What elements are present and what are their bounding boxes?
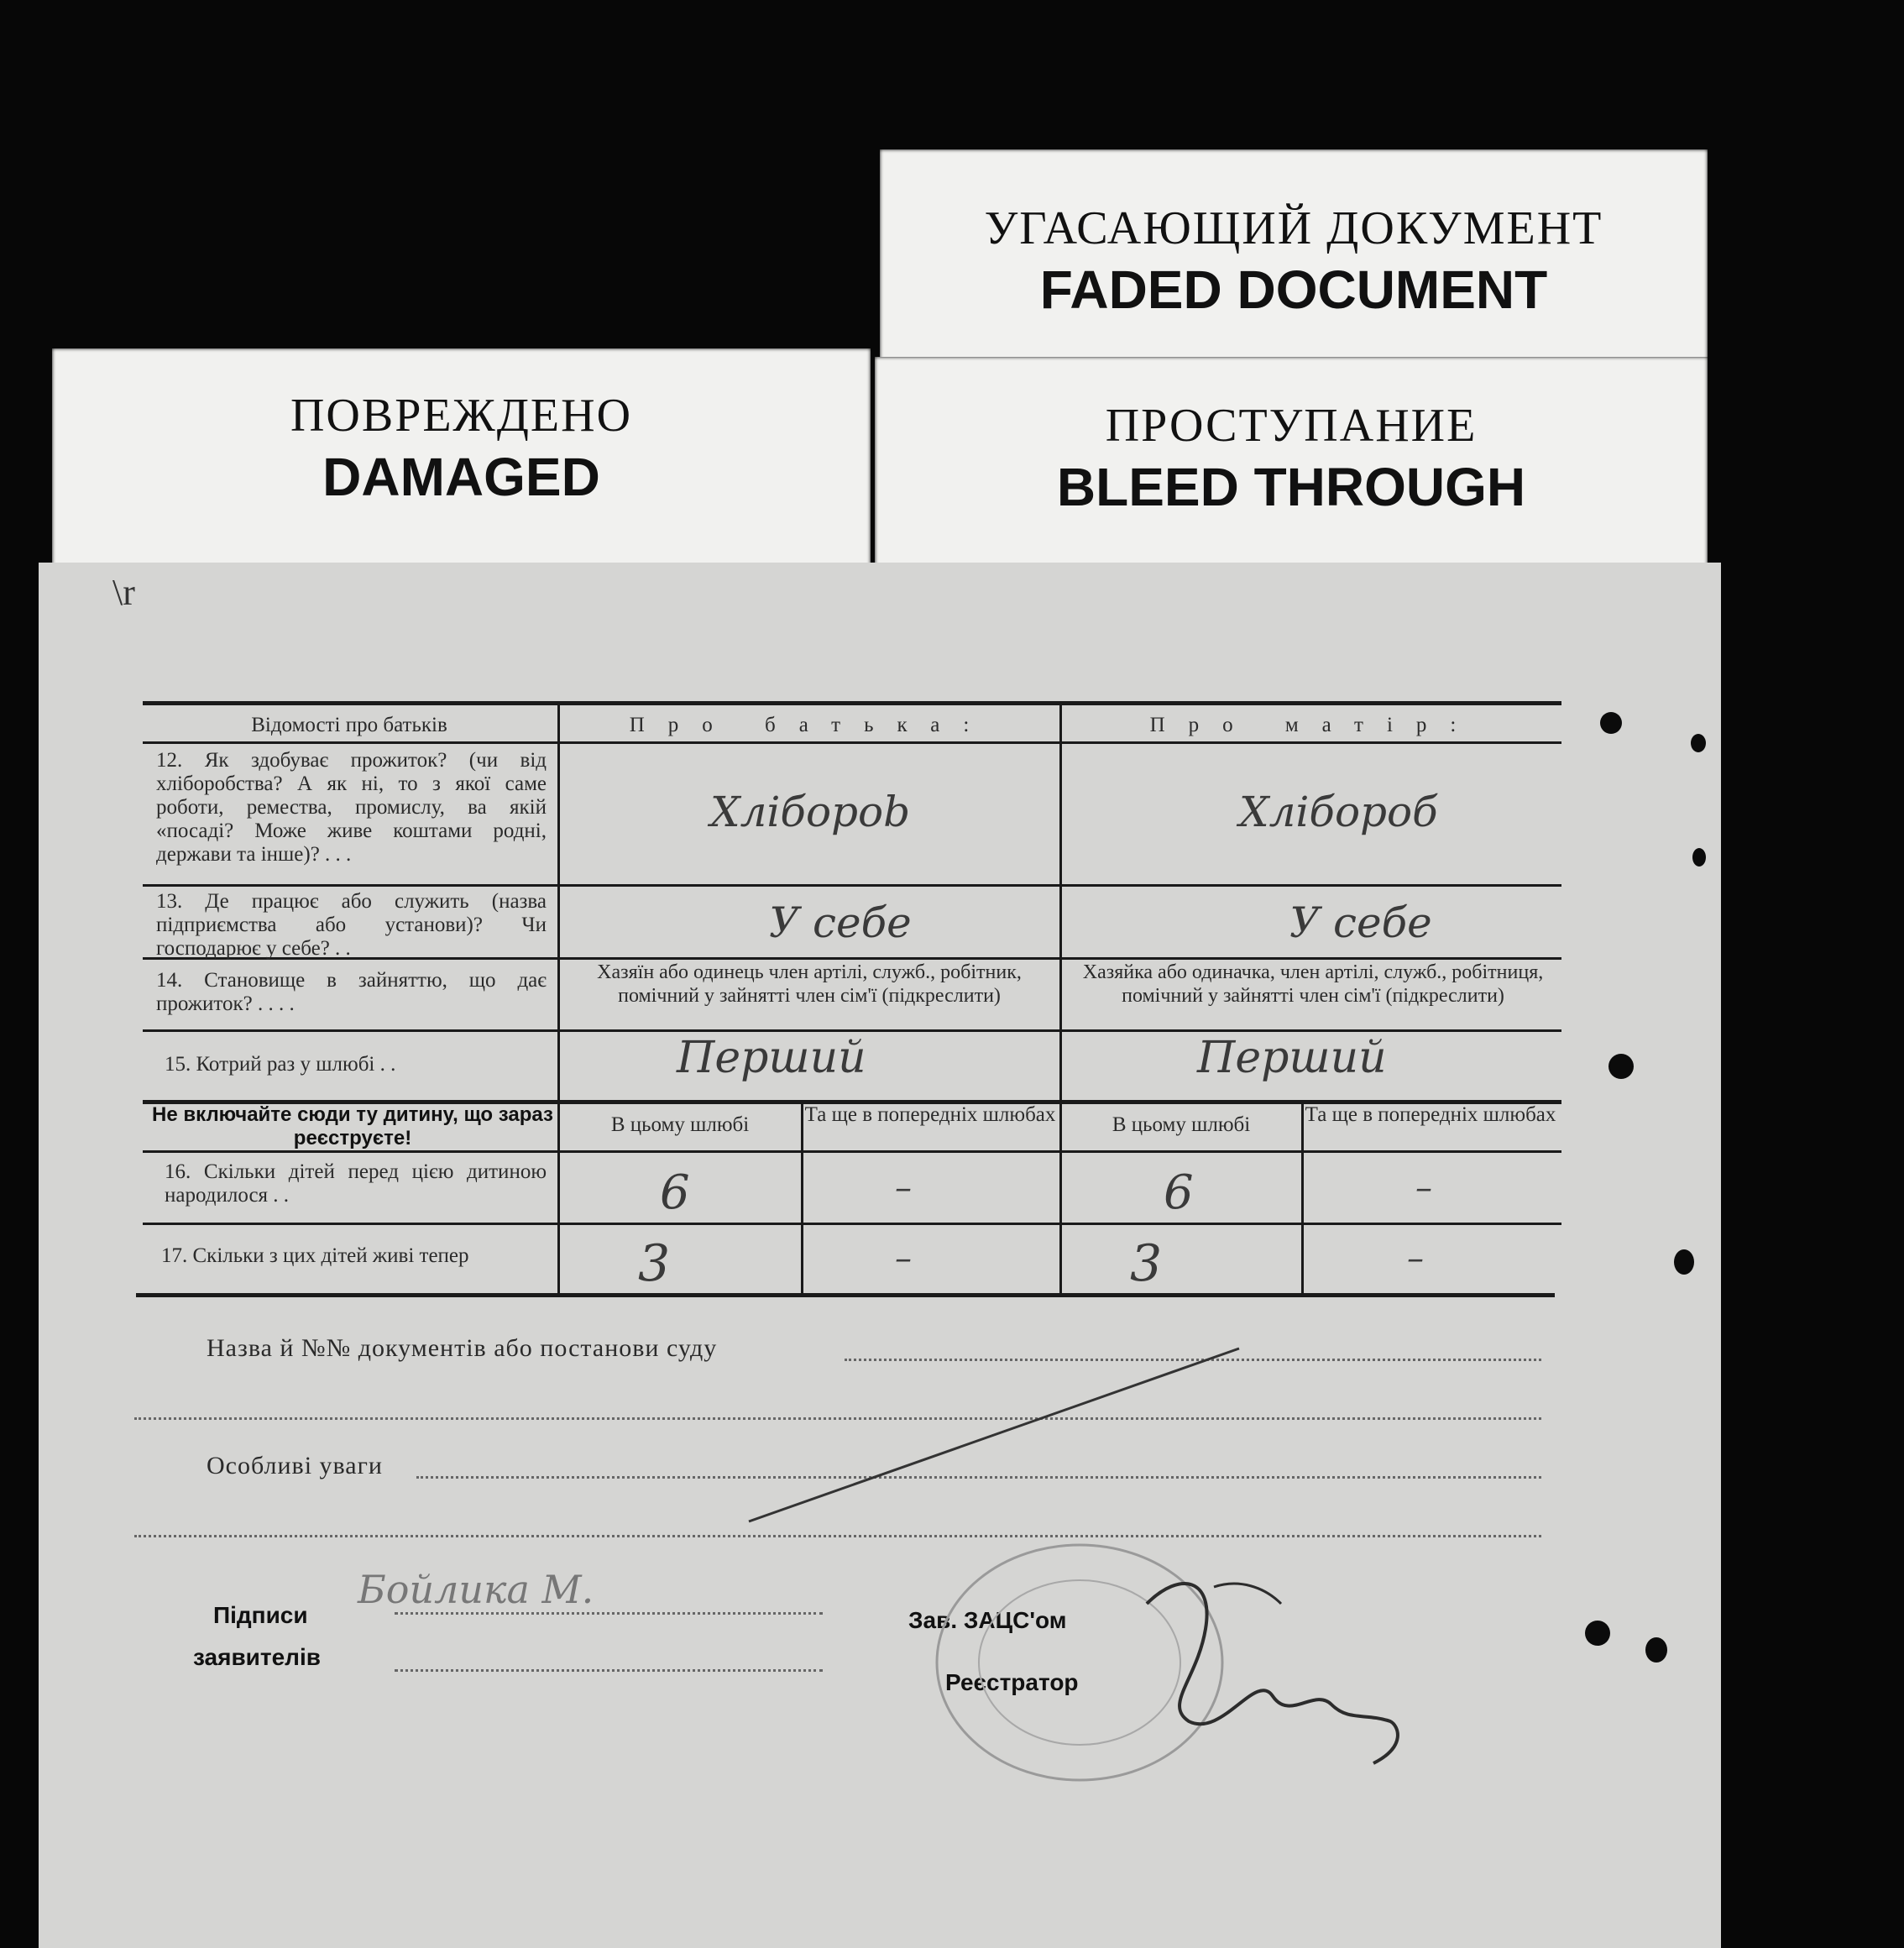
punch-hole (1585, 1621, 1610, 1646)
row-rule (143, 1223, 1561, 1225)
faded-label-en: FADED DOCUMENT (1039, 259, 1548, 320)
notes-dotted-line-2 (134, 1535, 1541, 1537)
question-14: 14. Становище в зайняттю, що дає прожиток? . . . . (156, 969, 547, 1015)
header-mother: Про матір: (1149, 714, 1480, 736)
mother-previous-marriages-header: Та ще в попередніх шлюбах (1305, 1103, 1556, 1126)
question-12: 12. Як здобуває прожиток? (чи від хліборобства? А як ні, то з якої саме роботи, ремества, промислу, ва якій «посаді? Може живе коштами родні, держави та інше)? . . . (156, 749, 547, 866)
damaged-label (52, 348, 871, 575)
row-rule (143, 1029, 1561, 1032)
mother-this-marriage-header: В цьому шлюбі (1112, 1113, 1251, 1136)
q17-father-this: 3 (638, 1234, 671, 1293)
column-divider (801, 1102, 803, 1295)
q16-mother-previous: – (1415, 1169, 1432, 1207)
children-warning: Не включайте сюди ту дитину, що зараз реєструєте! (152, 1103, 553, 1149)
row-rule (143, 884, 1561, 887)
q14-mother-options: Хазяйка або одиначка, член артілі, служб., робітниця, помічний у зайнятті член сім'ї (підкреслити) (1082, 961, 1544, 1007)
q15-mother-answer: Перший (1197, 1033, 1387, 1083)
punch-hole (1674, 1249, 1694, 1275)
bleed-label-ru: ПРОСТУПАНИЕ (1105, 400, 1478, 452)
punch-hole (1600, 712, 1622, 734)
column-divider (557, 704, 560, 1295)
registrar-signature (1113, 1553, 1449, 1772)
column-divider (1059, 704, 1062, 1295)
bleed-through-label (875, 357, 1708, 575)
q17-father-previous: – (895, 1239, 912, 1278)
q15-father-answer: Перший (677, 1033, 866, 1083)
question-16: 16. Скільки дітей перед цією дитиною народилося . . (165, 1160, 547, 1207)
diagonal-strike-line (744, 1343, 1248, 1528)
punch-hole (1691, 734, 1706, 752)
table-bottom-rule (136, 1293, 1555, 1297)
signature-dotted-line (395, 1612, 823, 1615)
q12-mother-answer: Хлібороб (1239, 788, 1438, 836)
punch-hole (1692, 848, 1706, 867)
q13-mother-answer: У себе (1289, 898, 1432, 947)
question-17: 17. Скільки з цих дітей живі тепер (161, 1244, 469, 1267)
registry-form-sheet (39, 563, 1721, 1948)
applicant-signature: Бойлика М. (358, 1567, 594, 1612)
punch-hole (1645, 1637, 1667, 1663)
faded-label-ru: УГАСАЮЩИЙ ДОКУМЕНТ (984, 202, 1603, 254)
bleed-label-en: BLEED THROUGH (1056, 457, 1526, 517)
q13-father-answer: У себе (769, 898, 912, 947)
applicants-label: заявителів (193, 1644, 321, 1670)
faded-document-label (880, 149, 1708, 369)
header-rule (143, 741, 1561, 744)
zags-head-label: Зав. ЗАЦС'ом (908, 1607, 1067, 1633)
q17-mother-this: 3 (1130, 1234, 1163, 1293)
q17-mother-previous: – (1407, 1239, 1424, 1278)
father-previous-marriages-header: Та ще в попередніх шлюбах (804, 1103, 1056, 1126)
father-this-marriage-header: В цьому шлюбі (610, 1113, 750, 1136)
header-father: Про батька: (629, 714, 993, 736)
row-rule (143, 1150, 1561, 1153)
signatures-label: Підписи (213, 1602, 308, 1628)
punch-hole (1608, 1054, 1634, 1079)
notes-label: Особливі уваги (207, 1452, 383, 1479)
question-13: 13. Де працює або служить (назва підприємства або установи)? Чи господарює у себе? . . (156, 890, 547, 960)
column-divider (1301, 1102, 1304, 1295)
header-parents-info: Відомості про батьків (251, 714, 447, 736)
q12-father-answer: Хліборob (710, 788, 911, 836)
q16-father-this: 6 (660, 1165, 690, 1220)
question-15: 15. Котрий раз у шлюбі . . (165, 1053, 396, 1076)
q14-father-options: Хазяїн або одинець член артілі, служб., робітник, помічний у зайнятті член сім'ї (підкреслити) (597, 961, 1022, 1007)
q16-mother-this: 6 (1164, 1165, 1194, 1220)
corner-mark: \r (112, 572, 135, 613)
table-top-rule (143, 701, 1561, 705)
signature-dotted-line-2 (395, 1669, 823, 1672)
damaged-label-en: DAMAGED (322, 447, 600, 507)
documents-label: Назва й №№ документів або постанови суду (207, 1334, 718, 1362)
registrar-label: Реєстратор (945, 1669, 1079, 1695)
q16-father-previous: – (895, 1169, 912, 1207)
damaged-label-ru: ПОВРЕЖДЕНО (290, 390, 633, 442)
